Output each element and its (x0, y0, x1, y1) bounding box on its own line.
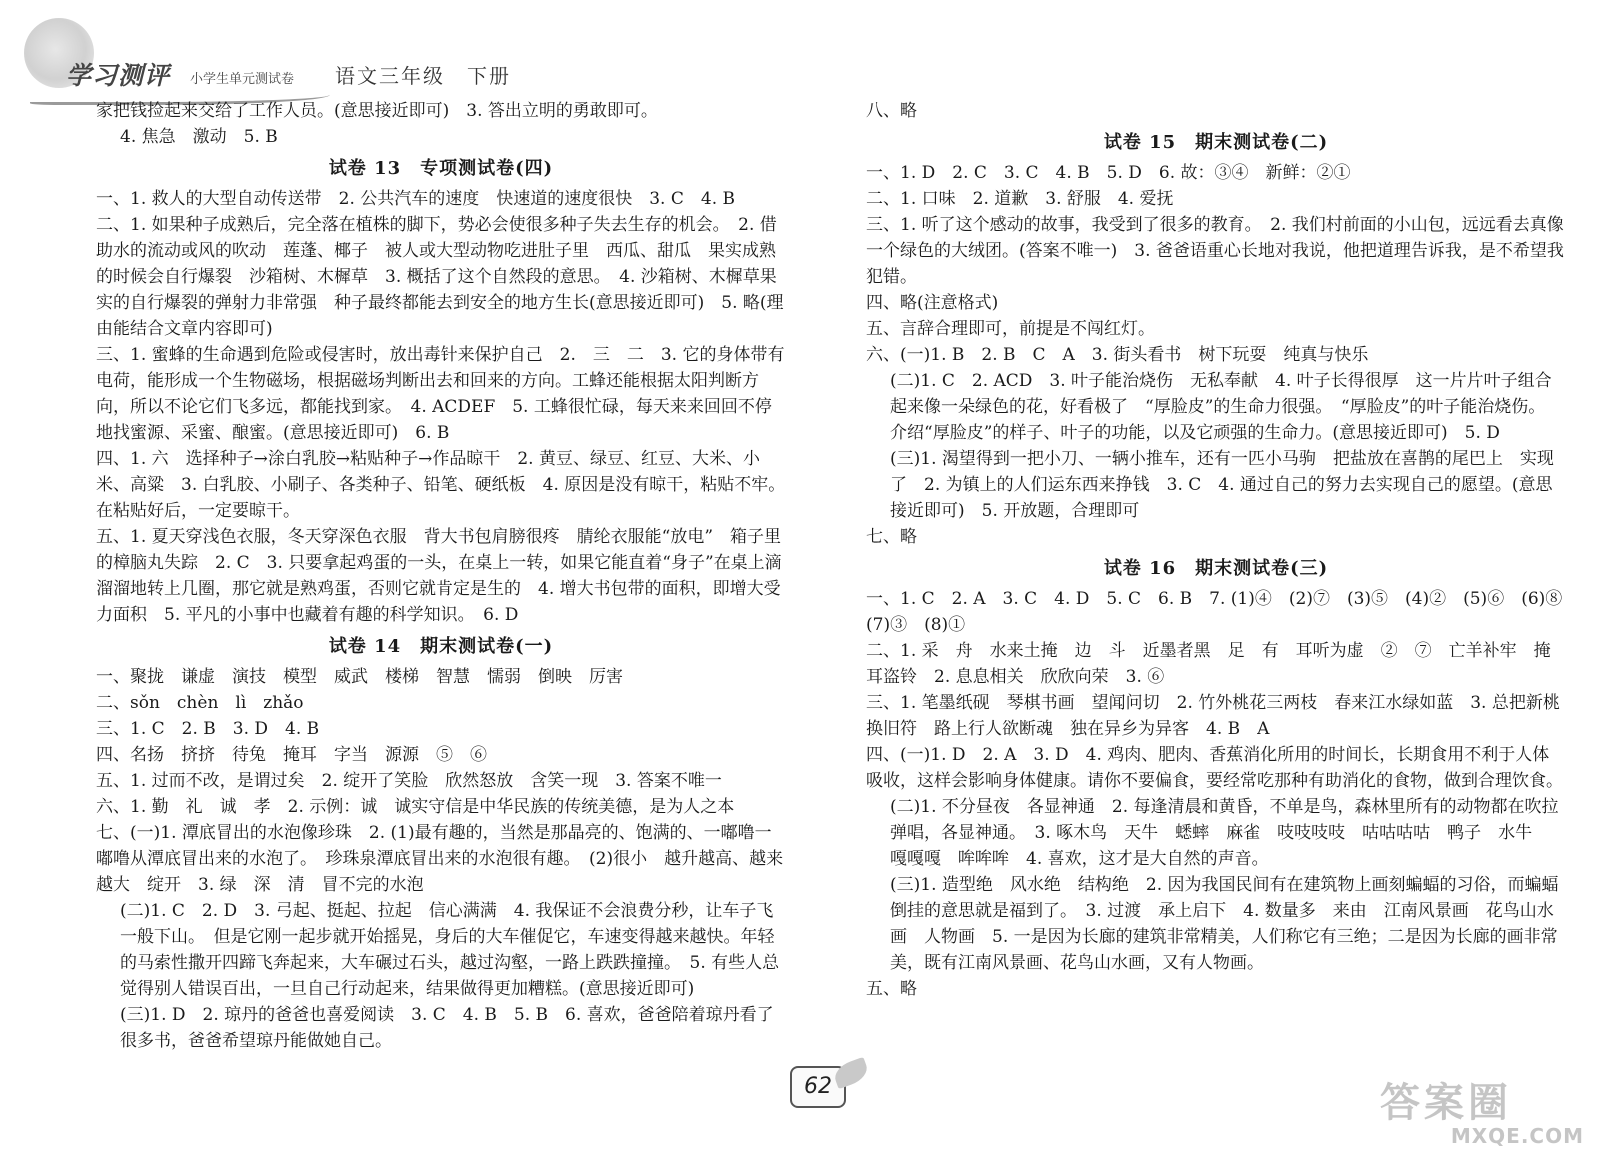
answer-paragraph: 四、名扬 挤挤 待兔 掩耳 字当 源源 ⑤ ⑥ (96, 745, 487, 765)
answer-paragraph: 六、1. 勤 礼 诚 孝 2. 示例：诚 诚实守信是中华民族的传统美德，是为人之本 (96, 797, 735, 817)
answer-paragraph: (三)1. 造型绝 风水绝 结构绝 2. 因为我国民间有在建筑物上画刻蝙蝠的习俗，而蝙蝠倒挂的意思就是福到了。 3. 过渡 承上启下 4. 数量多 来由 江南风景画 花鸟山水画 人物画 5. 一是因为长廊的建筑非常精美，人们称它有三绝；二是因为长廊的画非常美，既有江南风景画、花鸟山水画，又有人物画。 (890, 875, 1559, 973)
page-number: 62 (790, 1066, 846, 1108)
answer-paragraph: 七、(一)1. 潭底冒出的水泡像珍珠 2. (1)最有趣的，当然是那晶亮的、饱满的、一嘟噜一嘟噜从潭底冒出来的水泡了。 珍珠泉潭底冒出来的水泡很有趣。 (2)很小 越升越高、越来越大 绽开 3. 绿 深 清 冒不完的水泡 (96, 823, 784, 895)
answer-paragraph: 4. 焦急 激动 5. B (120, 127, 278, 147)
section-title: 试卷 15 期末测试卷(二) (1103, 132, 1329, 153)
answer-paragraph: 二、1. 采 舟 水来土掩 边 斗 近墨者黑 足 有 耳听为虚 ② ⑦ 亡羊补牢 掩耳盗铃 2. 息息相关 欣欣向荣 3. ⑥ (866, 641, 1551, 687)
answer-paragraph: (二)1. 不分昼夜 各显神通 2. 每逢清晨和黄昏，不单是鸟，森林里所有的动物都在吹拉弹唱，各显神通。 3. 啄木鸟 天牛 蟋蟀 麻雀 吱吱吱吱 咕咕咕咕 鸭子 水牛 嘎嘎嘎 哞哞哞 4. 喜欢，这才是大自然的声音。 (890, 797, 1559, 869)
answer-paragraph: 二、1. 口味 2. 道歉 3. 舒服 4. 爱抚 (866, 189, 1174, 209)
answer-paragraph: 一、1. D 2. C 3. C 4. B 5. D 6. 故：③④ 新鲜：②① (866, 163, 1351, 183)
answer-paragraph: (三)1. 渴望得到一把小刀、一辆小推车，还有一匹小马驹 把盐放在喜鹊的尾巴上 实现了 2. 为镇上的人们运东西来挣钱 3. C 4. 通过自己的努力去实现自己的愿望。(意思接近即可) 5. 开放题，合理即可 (890, 449, 1554, 521)
answer-paragraph: 六、(一)1. B 2. B C A 3. 街头看书 树下玩耍 纯真与快乐 (866, 345, 1369, 365)
watermark-text: 答案圈 (1380, 1080, 1512, 1126)
answer-paragraph: 一、1. C 2. A 3. C 4. D 5. C 6. B 7. (1)④ (2)⑦ (3)⑤ (4)② (5)⑥ (6)⑧ (7)③ (8)① (866, 589, 1580, 635)
answer-paragraph: 五、1. 夏天穿浅色衣服，冬天穿深色衣服 背大书包肩膀很疼 腈纶衣服能“放电” 箱子里的樟脑丸失踪 2. C 3. 只要拿起鸡蛋的一头，在桌上一转，如果它能直着“身子”在桌上滴溜溜地转上几圈，那它就是熟鸡蛋，否则它就肯定是生的 4. 增大书包带的面积，即增大受力面积 5. 平凡的小事中也藏着有趣的科学知识。 6. D (96, 527, 782, 625)
answer-paragraph: 二、sǒn chèn lì zhǎo (96, 693, 304, 713)
watermark (1380, 1082, 1590, 1148)
section-title: 试卷 14 期末测试卷(一) (328, 636, 554, 657)
grade-label: 语文三年级 下册 (335, 64, 511, 88)
left-column (96, 98, 786, 1054)
watermark-url: MXQE.COM (1450, 1124, 1584, 1148)
answer-paragraph: 四、1. 六 选择种子→涂白乳胶→粘贴种子→作品晾干 2. 黄豆、绿豆、红豆、大米、小米、高粱 3. 白乳胶、小刷子、各类种子、铅笔、硬纸板 4. 原因是没有晾干，粘贴不牢。在粘贴好后，一定要晾干。 (96, 449, 786, 521)
answer-paragraph: 五、言辞合理即可，前提是不闯红灯。 (866, 319, 1155, 339)
answer-paragraph: (二)1. C 2. D 3. 弓起、挺起、拉起 信心满满 4. 我保证不会浪费分秒，让车子飞一般下山。 但是它刚一起步就开始摇晃，身后的大车催促它，车速变得越来越快。年轻的马索性撒开四蹄飞奔起来，大车碾过石头，越过沟壑，一路上跌跌撞撞。 5. 有些人总觉得别人错误百出，一旦自己行动起来，结果做得更加糟糕。(意思接近即可) (120, 901, 780, 999)
brand-subtitle: 小学生单元测试卷 (190, 72, 295, 87)
answer-paragraph: 八、略 (866, 101, 917, 121)
answer-paragraph: 三、1. 笔墨纸砚 琴棋书画 望闻问切 2. 竹外桃花三两枝 春来江水绿如蓝 3. 总把新桃换旧符 路上行人欲断魂 独在异乡为异客 4. B A (866, 693, 1560, 739)
section-title: 试卷 16 期末测试卷(三) (1103, 558, 1329, 579)
answer-paragraph: 五、略 (866, 979, 917, 999)
page-number-leaf-icon (831, 1057, 870, 1089)
answer-paragraph: 一、1. 救人的大型自动传送带 2. 公共汽车的速度 快速道的速度很快 3. C 4. B (96, 189, 735, 209)
right-column (866, 98, 1580, 1002)
answer-paragraph: 四、略(注意格式) (866, 293, 999, 313)
answer-paragraph: 家把钱捡起来交给了工作人员。(意思接近即可) 3. 答出立明的勇敢即可。 (96, 101, 658, 121)
answer-paragraph: 一、聚拢 谦虚 演技 模型 威武 楼梯 智慧 懦弱 倒映 厉害 (96, 667, 623, 687)
answer-paragraph: 三、1. 蜜蜂的生命遇到危险或侵害时，放出毒针来保护自己 2. 三 二 3. 它的身体带有电荷，能形成一个生物磁场，根据磁场判断出去和回来的方向。工蜂还能根据太阳判断方向，所以不论它们飞多远，都能找到家。 4. ACDEF 5. 工蜂很忙碌，每天来来回回不停地找蜜源、采蜜、酿蜜。(意思接近即可) 6. B (96, 345, 785, 443)
section-title: 试卷 13 专项测试卷(四) (328, 158, 554, 179)
page-header (20, 14, 580, 104)
answer-paragraph: 三、1. 听了这个感动的故事，我受到了很多的教育。 2. 我们村前面的小山包，远远看去真像一个绿色的大绒团。(答案不唯一) 3. 爸爸语重心长地对我说，他把道理告诉我，是不希望我犯错。 (866, 215, 1564, 287)
answer-paragraph: (二)1. C 2. ACD 3. 叶子能治烧伤 无私奉献 4. 叶子长得很厚 这一片片叶子组合起来像一朵绿色的花，好看极了 “厚脸皮”的生命力很强。 “厚脸皮”的叶子能治烧伤。 介绍“厚脸皮”的样子、叶子的功能，以及它顽强的生命力。(意思接近即可) 5. D (890, 371, 1554, 443)
answer-paragraph: (三)1. D 2. 琼丹的爸爸也喜爱阅读 3. C 4. B 5. B 6. 喜欢，爸爸陪着琼丹看了很多书，爸爸希望琼丹能做她自己。 (120, 1005, 774, 1051)
answer-paragraph: 七、略 (866, 527, 917, 547)
answer-paragraph: 二、1. 如果种子成熟后，完全落在植株的脚下，势必会使很多种子失去生存的机会。 2. 借助水的流动或风的吹动 莲蓬、椰子 被人或大型动物吃进肚子里 西瓜、甜瓜 果实成熟的时候会自行爆裂 沙箱树、木樨草 3. 概括了这个自然段的意思。 4. 沙箱树、木樨草果实的自行爆裂的弹射力非常强 种子最终都能去到安全的地方生长(意思接近即可) 5. 略(理由能结合文章内容即可) (96, 215, 784, 339)
answer-paragraph: 三、1. C 2. B 3. D 4. B (96, 719, 320, 739)
answer-paragraph: 五、1. 过而不改，是谓过矣 2. 绽开了笑脸 欣然怒放 含笑一现 3. 答案不唯一 (96, 771, 722, 791)
answer-paragraph: 四、(一)1. D 2. A 3. D 4. 鸡肉、肥肉、香蕉消化所用的时间长，长期食用不利于人体吸收，这样会影响身体健康。请你不要偏食，要经常吃那种有助消化的食物，做到合理饮食。 (866, 745, 1563, 791)
brand-title: 学习测评 (66, 61, 171, 90)
